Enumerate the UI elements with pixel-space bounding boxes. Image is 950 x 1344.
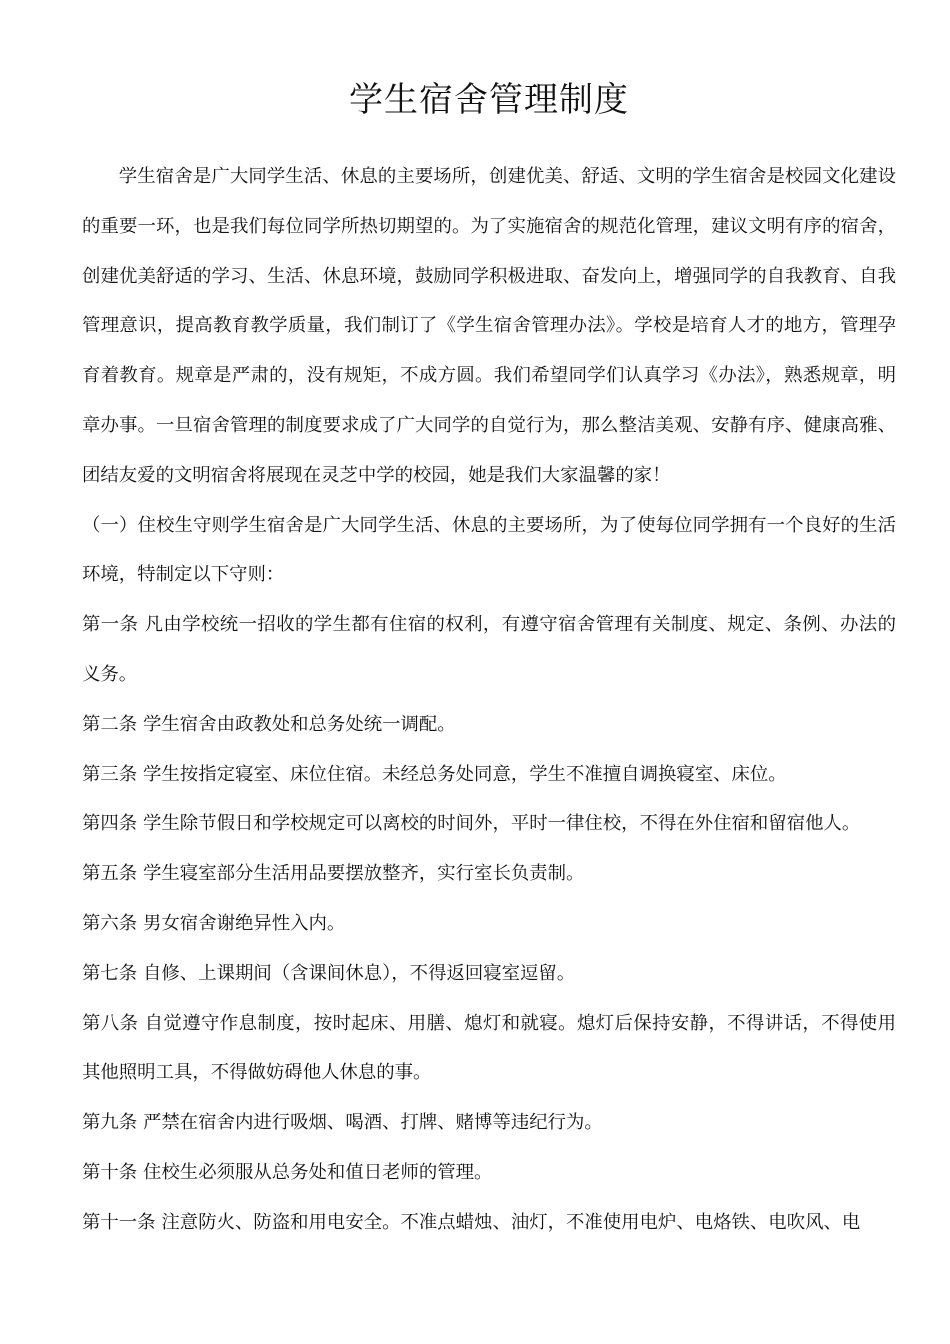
section-heading-paragraph: （一）住校生守则学生宿舍是广大同学生活、休息的主要场所，为了使每位同学拥有一个良好的生活环境，特制定以下守则： (82, 514, 896, 586)
article-3: 第三条 学生按指定寝室、床位住宿。未经总务处同意，学生不准擅自调换寝室、床位。 (82, 763, 787, 785)
article-2: 第二条 学生宿舍由政教处和总务处统一调配。 (82, 713, 456, 735)
article-11: 第十一条 注意防火、防盗和用电安全。不准点蜡烛、油灯，不准使用电炉、电烙铁、电吹风、电 (82, 1211, 861, 1233)
document-body (82, 152, 896, 1248)
article-7: 第七条 自修、上课期间（含课间休息），不得返回寝室逗留。 (82, 962, 576, 984)
article-10: 第十条 住校生必须服从总务处和值日老师的管理。 (82, 1161, 493, 1183)
intro-paragraph: 学生宿舍是广大同学生活、休息的主要场所，创建优美、舒适、文明的学生宿舍是校园文化建设的重要一环，也是我们每位同学所热切期望的。为了实施宿舍的规范化管理，建议文明有序的宿舍，创建优美舒适的学习、生活、休息环境，鼓励同学积极进取、奋发向上，增强同学的自我教育、自我管理意识，提高教育教学质量，我们制订了《学生宿舍管理办法》。学校是培育人才的地方，管理孕育着教育。规章是严肃的，没有规矩，不成方圆。我们希望同学们认真学习《办法》，熟悉规章，明章办事。一旦宿舍管理的制度要求成了广大同学的自觉行为，那么整洁美观、安静有序、健康高雅、团结友爱的文明宿舍将展现在灵芝中学的校园，她是我们大家温馨的家！ (82, 166, 896, 486)
article-5: 第五条 学生寝室部分生活用品要摆放整齐，实行室长负责制。 (82, 863, 585, 885)
article-8: 第八条 自觉遵守作息制度，按时起床、用膳、熄灯和就寝。熄灯后保持安静，不得讲话，不得使用其他照明工具，不得做妨碍他人休息的事。 (82, 1012, 896, 1084)
article-6: 第六条 男女宿舍谢绝异性入内。 (82, 912, 346, 934)
article-4: 第四条 学生除节假日和学校规定可以离校的时间外，平时一律住校，不得在外住宿和留宿他人。 (82, 813, 861, 835)
document-title: 学生宿舍管理制度 (349, 80, 629, 120)
article-9: 第九条 严禁在宿舍内进行吸烟、喝酒、打牌、赌博等违纪行为。 (82, 1112, 603, 1134)
article-1: 第一条 凡由学校统一招收的学生都有住宿的权利，有遵守宿舍管理有关制度、规定、条例、办法的义务。 (82, 614, 896, 685)
